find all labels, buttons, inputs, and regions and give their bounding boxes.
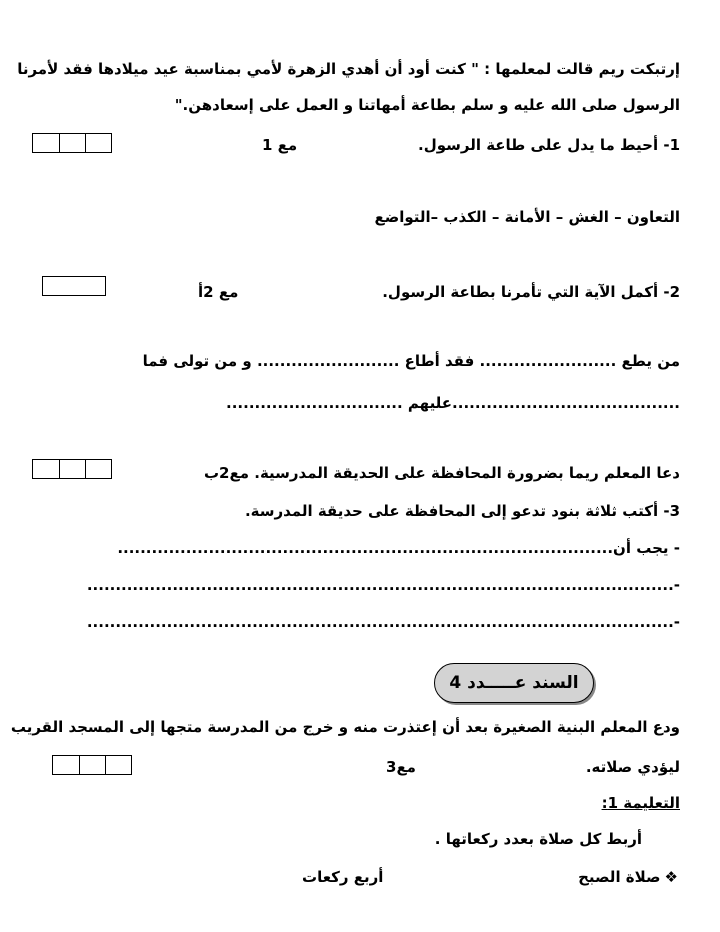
match-item-left[interactable]: [578, 866, 678, 888]
q3-answer-line-2[interactable]: -.......................................................................................................: [86, 576, 680, 594]
criterion-3: مع3: [386, 758, 416, 776]
question-2: 2- أكمل الآية التي تأمرنا بطاعة الرسول.: [382, 283, 680, 301]
q3-answer-line-1[interactable]: - يجب أن.......................................................................................: [117, 539, 680, 557]
section4-line-1: ودع المعلم البنية الصغيرة بعد أن إعتذرت منه و خرج من المدرسة متجها إلى المسجد القريب: [10, 718, 680, 736]
score-box-section4[interactable]: [52, 755, 132, 775]
intro-line-1: إرتبكت ريم قالت لمعلمها : " كنت أود أن أهدي الزهرة لأمي بمناسبة عيد ميلادها فقد لأمرنا: [17, 60, 680, 78]
instruction-text: أربط كل صلاة بعدد ركعاتها .: [434, 830, 642, 848]
score-box-q1[interactable]: [32, 133, 112, 153]
criterion-2a: مع 2أ: [198, 283, 239, 301]
verse-line-2[interactable]: ........................................عليهم ...............................: [226, 394, 680, 412]
verse-line-1[interactable]: من يطع ........................ فقد أطاع ......................... و من تولى فما: [142, 352, 680, 370]
section4-line-2: ليؤدي صلاته.: [585, 758, 680, 776]
q3-context: دعا المعلم ريما بضرورة المحافظة على الحديقة المدرسية. مع2ب: [203, 464, 680, 482]
q3-answer-line-3[interactable]: -.......................................................................................................: [86, 613, 680, 631]
question-1: 1- أحيط ما يدل على طاعة الرسول.: [418, 136, 680, 154]
criterion-1: مع 1: [262, 136, 298, 154]
question-3: 3- أكتب ثلاثة بنود تدعو إلى المحافظة على حديقة المدرسة.: [244, 502, 680, 520]
q1-options[interactable]: التعاون – الغش – الأمانة – الكذب –التواضع: [374, 208, 680, 226]
score-box-q3[interactable]: [32, 459, 112, 479]
section-badge: السند عـــــدد 4: [434, 663, 594, 703]
intro-line-2: الرسول صلى الله عليه و سلم بطاعة أمهاتنا و العمل على إسعادهن.": [174, 96, 680, 114]
instruction-title: التعليمة 1:: [601, 794, 680, 812]
score-box-q2[interactable]: [42, 276, 106, 296]
diamond-bullet-icon: ❖: [664, 868, 678, 886]
match-item-right[interactable]: أربع ركعات: [302, 868, 384, 886]
prayer-name: صلاة الصبح: [578, 868, 661, 886]
